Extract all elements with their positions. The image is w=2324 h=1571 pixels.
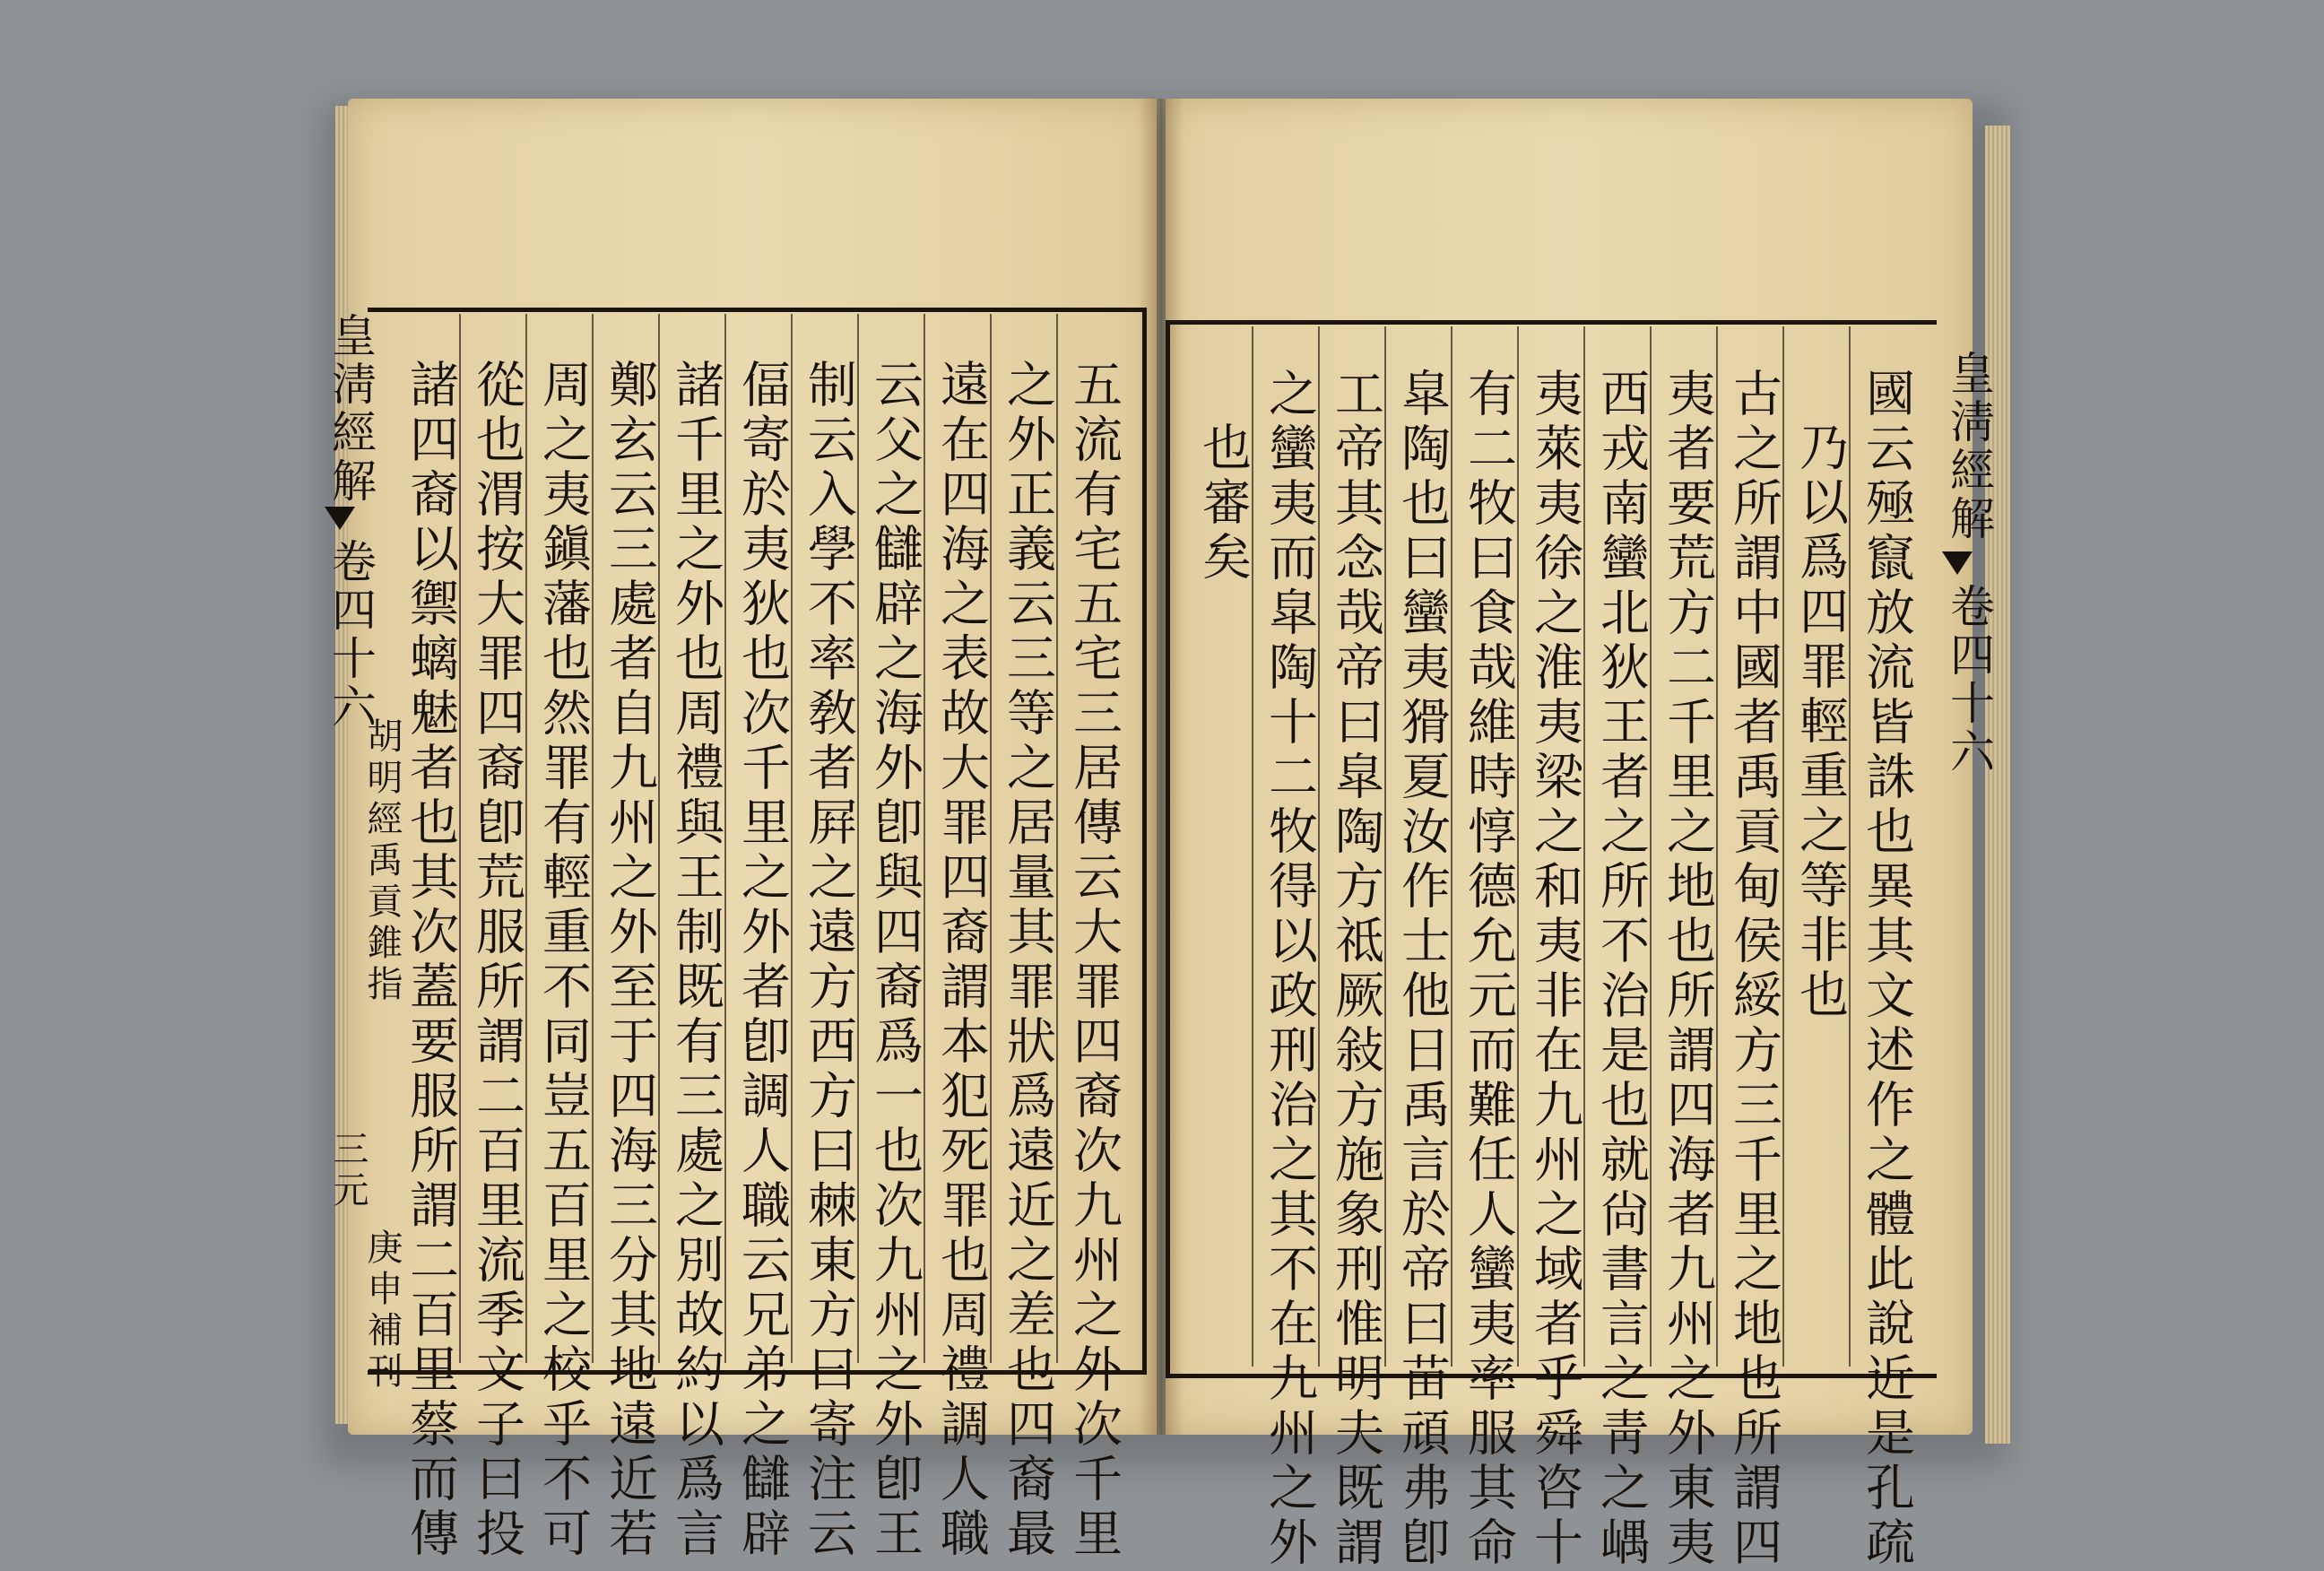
text-column: 之蠻夷而皐陶十二牧得以政刑治之其不在九州之外	[1261, 368, 1318, 1571]
right-banxin-title: 皇淸經解	[1943, 350, 1995, 543]
text-column: 諸四裔以禦螭魅者也其次蓋要服所謂二百里蔡而傳	[402, 359, 459, 1562]
column-rule	[1849, 326, 1851, 1367]
text-column: 工帝其念哉帝曰皐陶方祗厥敍方施象刑惟明夫既謂	[1327, 368, 1384, 1571]
left-page-edges	[335, 106, 348, 1424]
column-rule	[1782, 326, 1784, 1367]
text-column: 遠在四海之表故大罪四裔謂本犯死罪也周禮調人職	[932, 359, 990, 1562]
left-banxin-title: 皇淸經解	[325, 312, 377, 506]
column-rule	[791, 314, 793, 1363]
column-rule	[1252, 326, 1253, 1367]
text-column: 夷者要荒方二千里之地也所謂四海者九州之外東夷	[1659, 368, 1716, 1571]
text-column: 之外正義云三等之居量其罪狀爲遠近之差也四裔最	[999, 359, 1056, 1562]
left-banxin-imprint: 庚申補刊	[361, 1228, 403, 1393]
text-column: 從也渭按大罪四裔卽荒服所謂二百里流季文子曰投	[468, 359, 525, 1562]
text-column: 古之所謂中國者禹貢甸侯綏方三千里之地也所謂四	[1725, 368, 1782, 1571]
column-rule	[990, 314, 992, 1363]
text-column: 國云殛竄放流皆誅也異其文述作之體此說近是孔疏	[1858, 368, 1915, 1571]
left-banxin-volume: 卷四十六	[325, 538, 377, 732]
column-rule	[592, 314, 594, 1363]
text-column: 西戎南蠻北狄王者之所不治是也就尙書言之靑之嵎	[1592, 368, 1650, 1571]
text-column: 偪寄於夷狄也次千里之外者卽調人職云兄弟之讎辟	[733, 359, 791, 1562]
column-rule	[1650, 326, 1652, 1367]
text-column: 也審矣	[1194, 421, 1252, 586]
column-rule	[658, 314, 660, 1363]
left-banxin-subtitle: 胡明經禹貢錐指	[361, 717, 403, 1006]
text-column: 有二牧曰食哉維時惇德允元而難任人蠻夷率服其命	[1460, 368, 1517, 1571]
right-banxin-volume: 卷四十六	[1943, 583, 1995, 777]
text-column: 云父之讎辟之海外卽與四裔爲一也次九州之外卽王	[866, 359, 924, 1562]
column-rule	[1517, 326, 1519, 1367]
text-column: 鄭玄云三處者自九州之外至于四海三分其地遠近若	[601, 359, 658, 1562]
column-rule	[1583, 326, 1585, 1367]
text-column: 夷萊夷徐之淮夷梁之和夷非在九州之域者乎舜咨十	[1526, 368, 1583, 1571]
column-rule	[525, 314, 527, 1363]
left-banxin-page-number: 三元	[327, 1130, 369, 1212]
column-rule	[1716, 326, 1718, 1367]
column-rule	[1384, 326, 1386, 1367]
text-column: 周之夷鎭藩也然罪有輕重不同豈五百里之校乎不可	[534, 359, 592, 1562]
text-column: 諸千里之外也周禮與王制既有三處之別故約以爲言	[667, 359, 724, 1562]
column-rule	[1318, 326, 1320, 1367]
column-rule	[1451, 326, 1452, 1367]
text-column: 制云入學不率敎者屛之遠方西方曰棘東方曰寄注云	[800, 359, 857, 1562]
text-column: 乃以爲四罪輕重之等非也	[1791, 421, 1849, 1023]
text-column: 皐陶也曰蠻夷猾夏汝作士他日禹言於帝曰苗頑弗卽	[1393, 368, 1451, 1571]
column-rule	[724, 314, 726, 1363]
right-page-edges	[1985, 126, 2010, 1444]
column-rule	[924, 314, 925, 1363]
column-rule	[459, 314, 461, 1363]
column-rule	[1056, 314, 1058, 1363]
text-column: 五流有宅五宅三居傳云大罪四裔次九州之外次千里	[1065, 359, 1123, 1562]
column-rule	[857, 314, 859, 1363]
